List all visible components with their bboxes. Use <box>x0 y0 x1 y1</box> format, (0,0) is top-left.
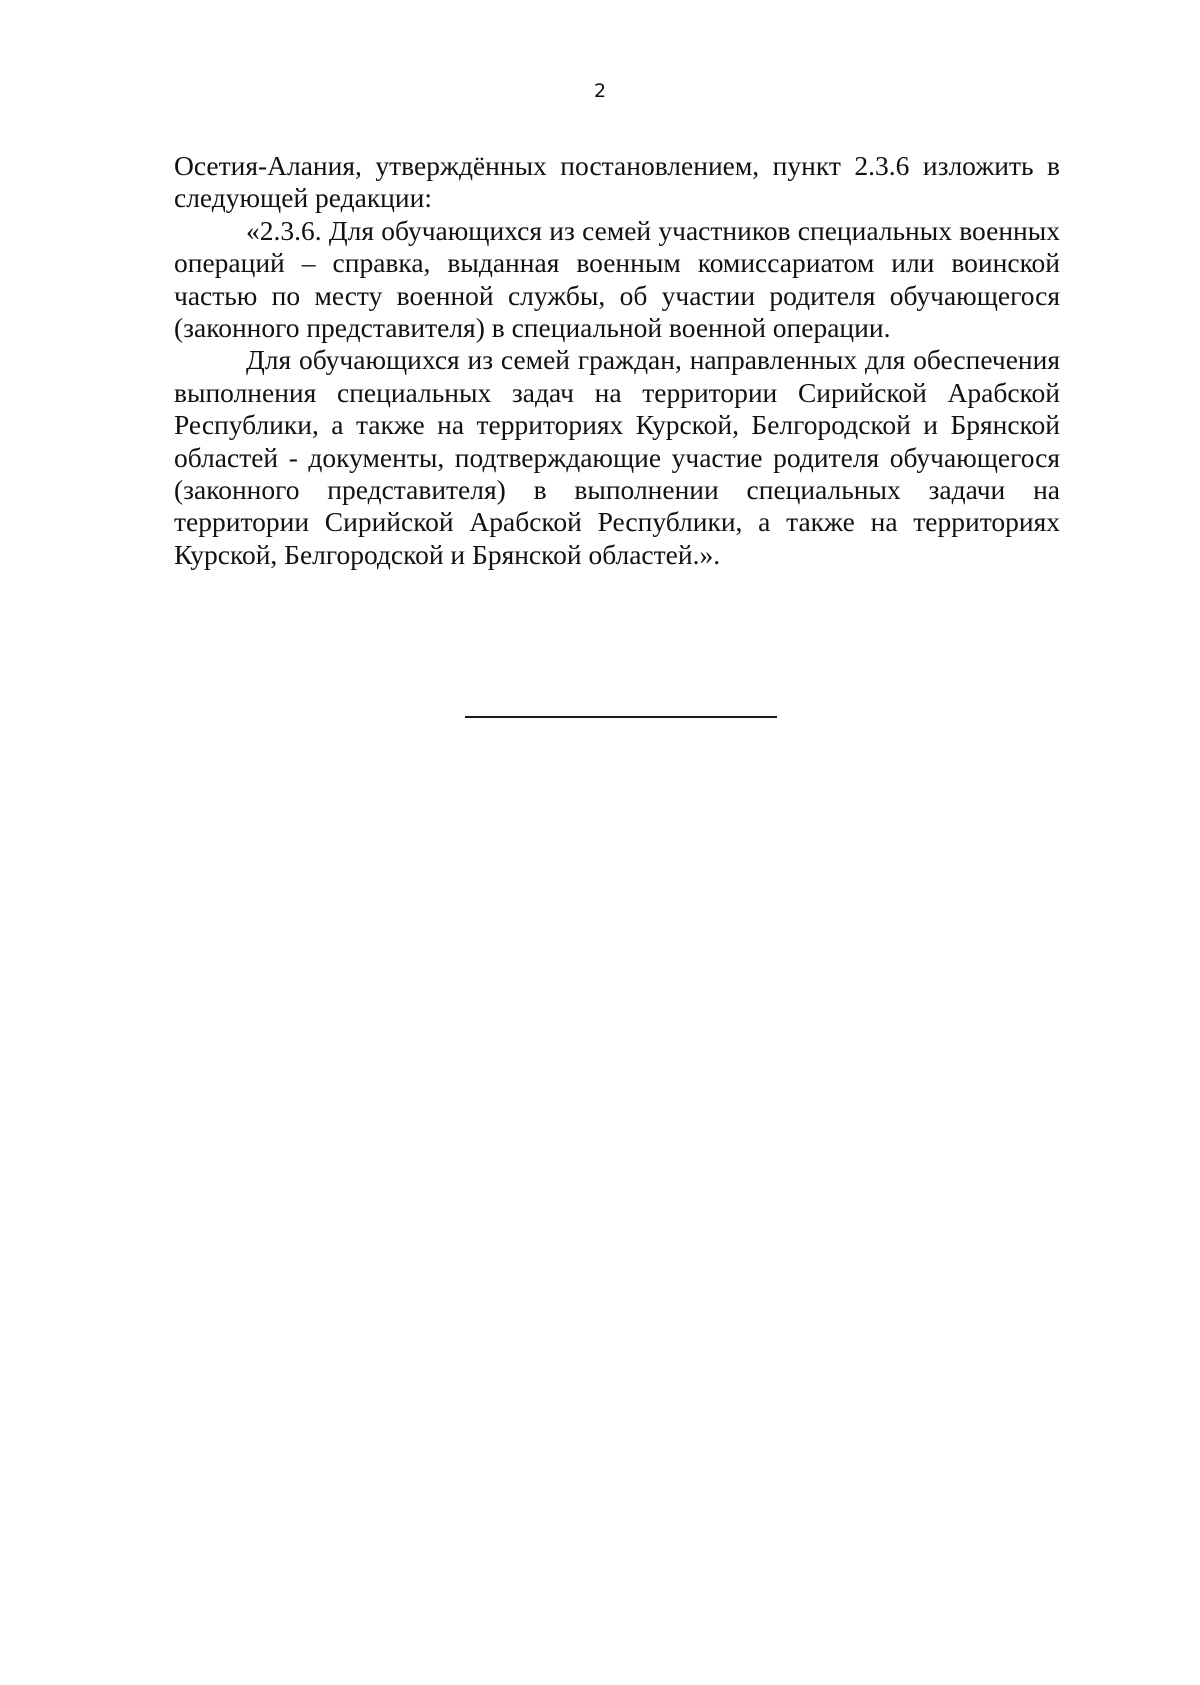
paragraph-intro: Осетия-Алания, утверждённых постановлением, пункт 2.3.6 изложить в следующей редакции: <box>174 150 1060 214</box>
end-divider-line <box>465 716 777 718</box>
document-body <box>174 150 1060 571</box>
page-number: 2 <box>593 80 607 102</box>
paragraph-clause-continuation: Для обучающихся из семей граждан, направленных для обеспечения выполнения специальных задач на территории Сирийской Арабской Республики, а также на территориях Курской, Белгородской и Брянской областей - документы, подтверждающие участие родителя обучающегося (законного представителя) в выполнении специальных задачи на территории Сирийской Арабской Республики, а также на территориях Курской, Белгородской и Брянской областей.». <box>174 344 1060 570</box>
paragraph-clause-2-3-6: «2.3.6. Для обучающихся из семей участников специальных военных операций – справка, выданная военным комиссариатом или воинской частью по месту военной службы, об участии родителя обучающегося (законного представителя) в специальной военной операции. <box>174 214 1060 344</box>
